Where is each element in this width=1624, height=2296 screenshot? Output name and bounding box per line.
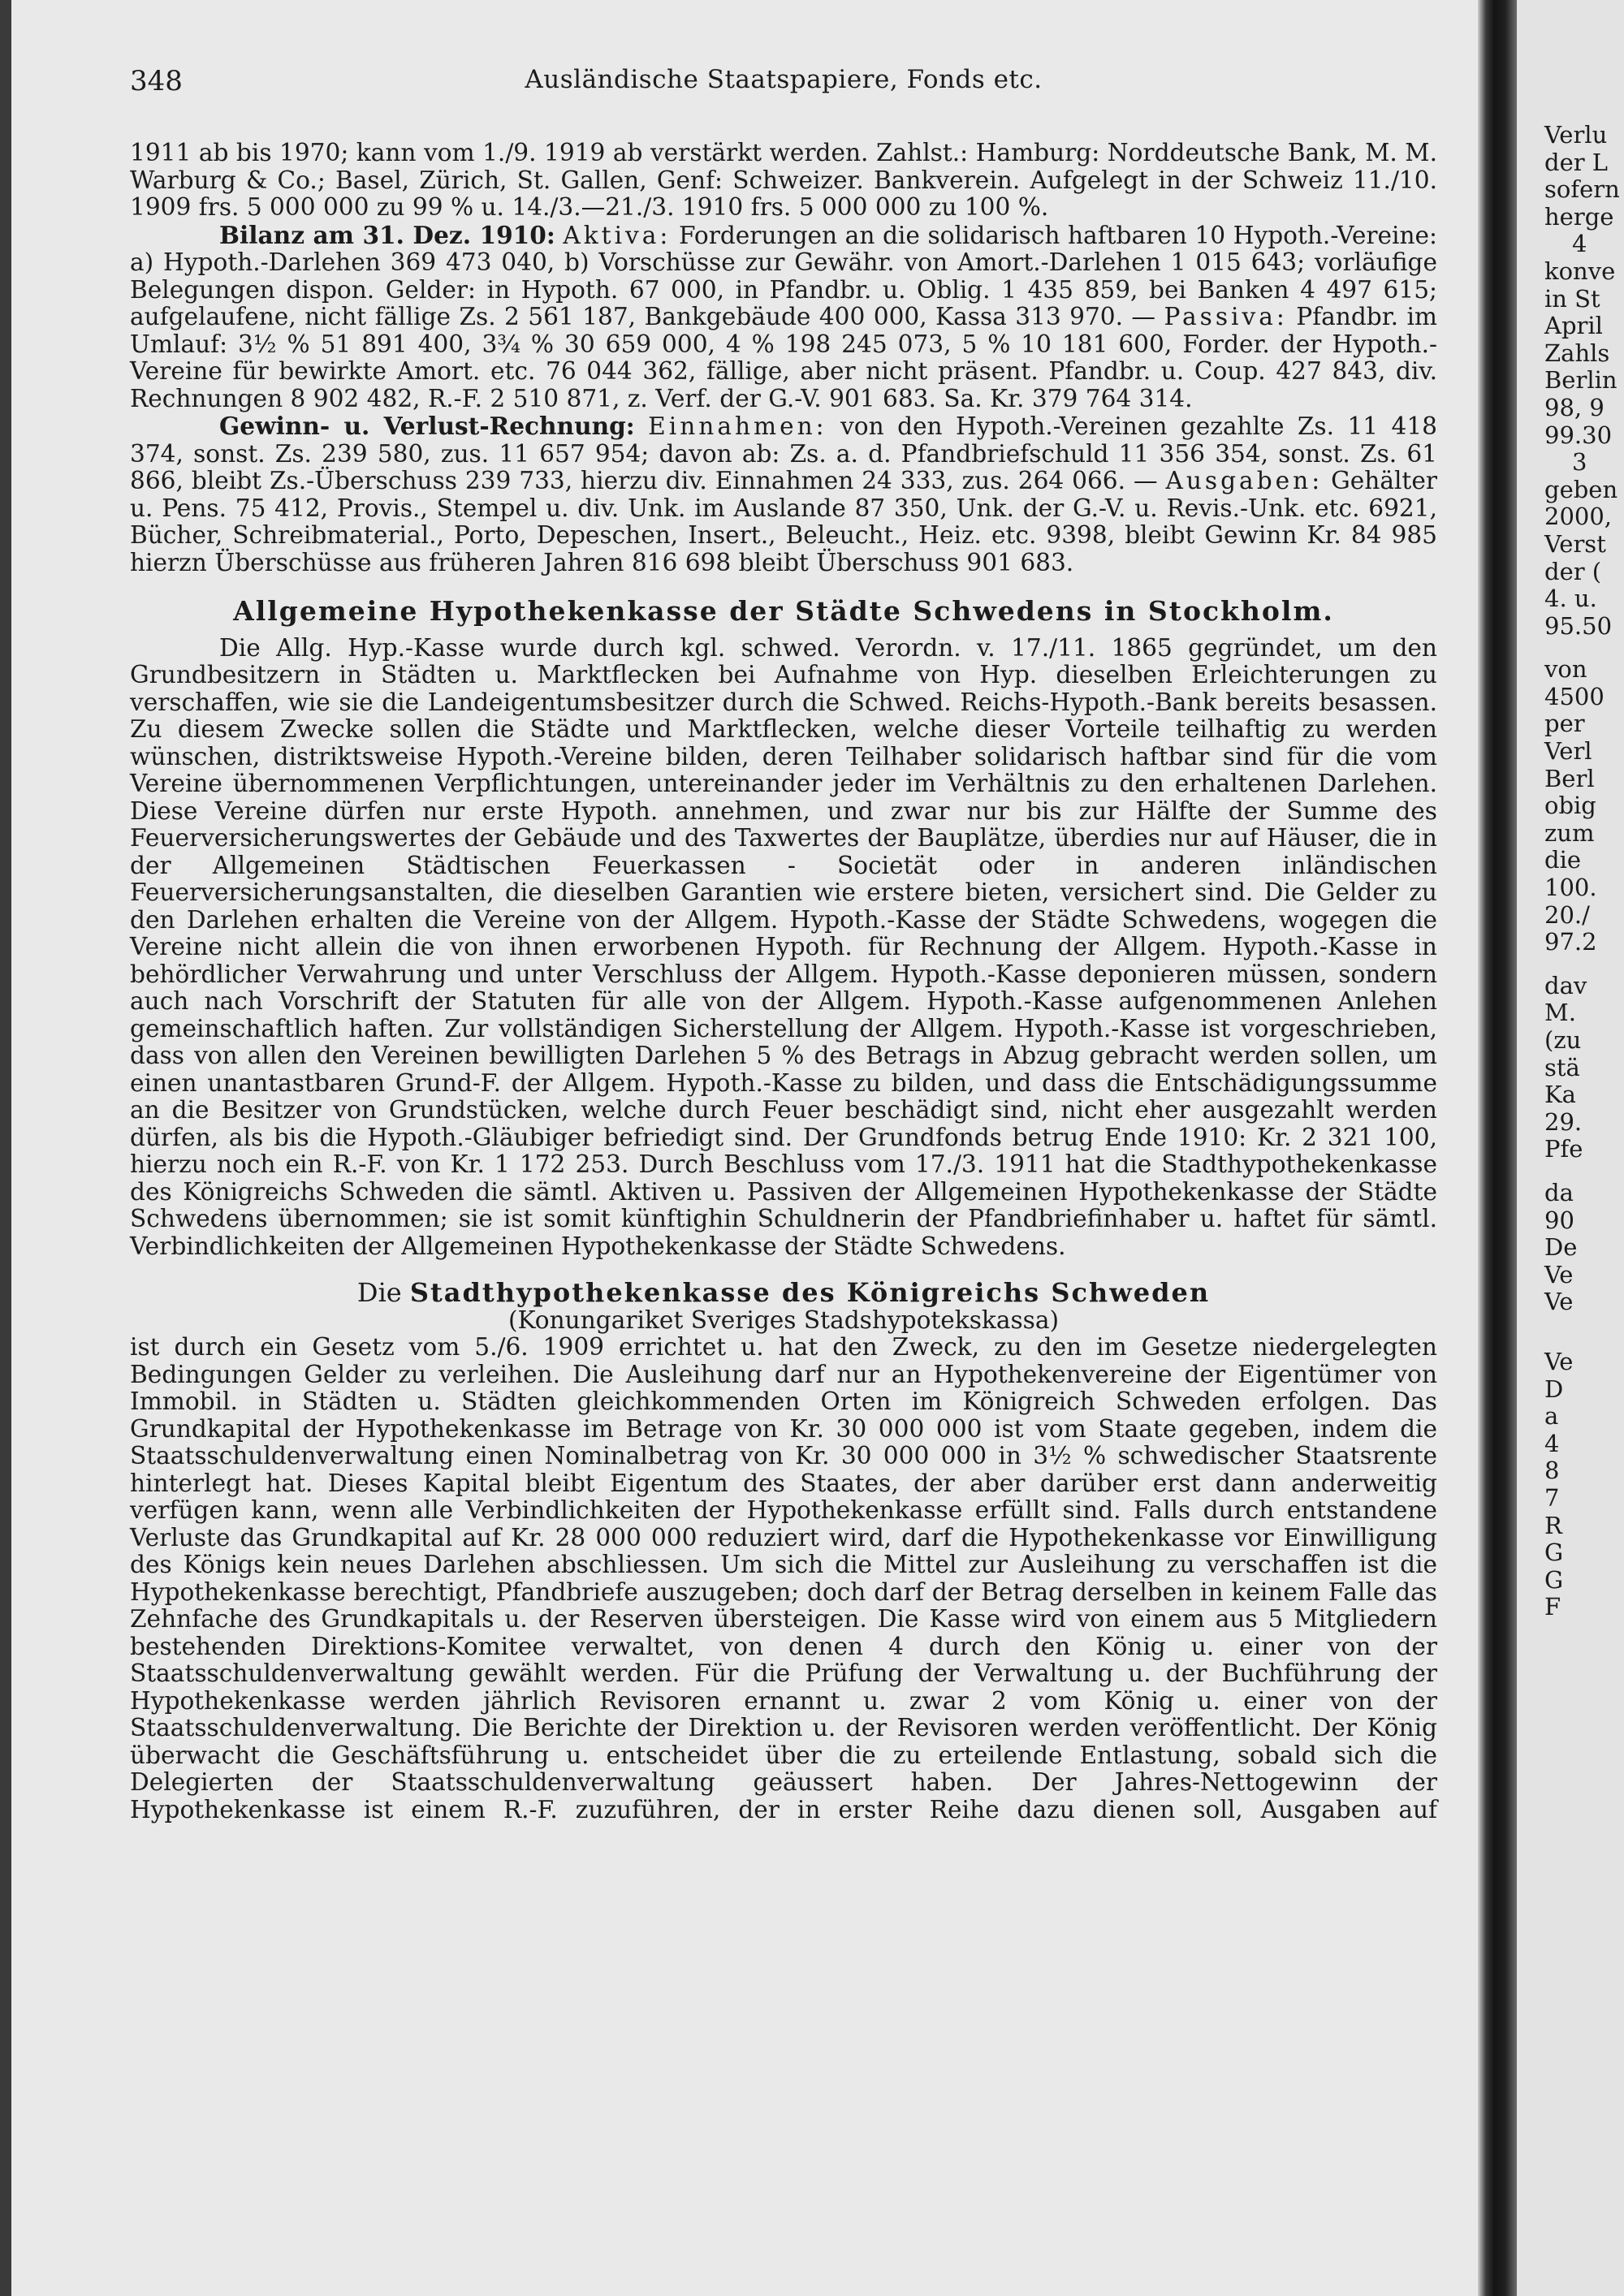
fragment-line: Verst [1544,529,1606,558]
fragment-line: sofern [1544,175,1620,204]
scan-left-edge [0,0,11,2296]
fragment-line: geben [1544,475,1618,503]
fragment-line: von [1544,655,1587,684]
fragment-line: 29. [1544,1107,1583,1136]
passiva-label: Passiva: [1164,303,1288,330]
page [11,0,1478,2296]
fragment-line: Pfe [1544,1135,1583,1163]
fragment-line: in St [1544,284,1600,313]
fragment-line: F [1544,1593,1561,1621]
fragment-line: 4500 [1544,682,1605,710]
bilanz-aktiva-text: Forderungen an die solidarisch haftbaren 10 Hypoth.-Vereine: a) Hypoth.-Darlehen 369 473 040, b) Vorschüsse zur Gewähr. von Amort.-Darlehen 1 015 643; vorläufige Belegungen dispon. Gelder: in Hypoth. 67 000, in Pfandbr. u. Oblig. 1 435 859, bei Banken 4 497 615; aufgelaufene, nicht fällige Zs. 2 561 187, Bankgebäude 400 000, Kassa 313 970. — [130,221,1437,330]
fragment-line: stä [1544,1053,1580,1081]
gewinn-label: Gewinn- u. Verlust-Rechnung: [219,412,635,440]
fragment-line: 4 [1572,230,1587,258]
aktiva-label: Aktiva: [563,221,672,249]
fragment-line: herge [1544,202,1614,231]
fragment-line: M. [1544,999,1576,1027]
fragment-line: 95.50 [1544,611,1613,640]
fragment-line: 4 [1544,1429,1560,1457]
fragment-line: Zahls [1544,339,1610,367]
fragment-line: die [1544,846,1582,874]
fragment-line: (zu [1544,1026,1582,1054]
fragment-line: 97.2 [1544,928,1597,956]
fragment-line: 98, 9 [1544,393,1605,421]
bilanz-paragraph [130,222,1437,413]
section3-text: ist durch ein Gesetz vom 5./6. 1909 errichtet u. hat den Zweck, zu den im Gesetze niedergelegten Bedingungen Gelder zu verleihen. Die Ausleihung darf nur an Hypothekenvereine der Eigentümer von Immobil. in Städten u. Städten gleichkommenden Orten im Königreich Schweden erfolgen. Das Grundkapital der Hypothekenkasse im Betrage von Kr. 30 000 000 ist vom Staate gegeben, indem die Staatsschuldenverwaltung einen Nominalbetrag von Kr. 30 000 000 in 3½ % schwedischer Staatsrente hinterlegt hat. Dieses Kapital bleibt Eigentum des Staates, der aber darüber erst dann anderweitig verfügen kann, wenn alle Verbindlichkeiten der Hypothekenkasse erfüllt sind. Falls durch entstandene Verluste das Grundkapital auf Kr. 28 000 000 reduziert wird, darf die Hypothekenkasse vor Einwilligung des Königs kein neues Darlehen abschliessen. Um sich die Mittel zur Ausleihung zu verschaffen ist die Hypothekenkasse berechtigt, Pfandbriefe auszugeben; doch darf der Betrag derselben in keinem Falle das Zehnfache des Grundkapitals u. der Reserven übersteigen. Die Kasse wird von einem aus 5 Mitgliedern bestehenden Direktions-Komitee verwaltet, von denen 4 durch den König u. einer von der Staatsschuldenverwaltung gewählt werden. Für die Prüfung der Verwaltung u. der Buchführung der Hypothekenkasse werden jährlich Revisoren ernannt u. zwar 2 vom König u. einer von der Staatsschuldenverwaltung. Die Berichte der Direktion u. der Revisoren werden veröffentlicht. Der König überwacht die Geschäftsführung u. entscheidet über die zu erteilende Entlastung, sobald sich die Delegierten der Staatsschuldenverwaltung geäussert haben. Der Jahres-Nettogewinn der Hypothekenkasse ist einem R.-F. zuzuführen, der in erster Reihe dazu dienen soll, Ausgaben auf [130,1333,1437,1823]
page-body [130,140,1437,1823]
einnahmen-label: Einnahmen: [648,412,827,440]
fragment-line: a [1544,1402,1559,1431]
gewinn-paragraph [130,412,1437,576]
gewinn-einnahmen-text: von den Hypoth.-Vereinen gezahlte Zs. 11 418 374, sonst. Zs. 239 580, zus. 11 657 954; davon ab: Zs. a. d. Pfandbriefschuld 11 356 354, sonst. Zs. 61 866, bleibt Zs.-Überschuss 239 733, hierzu div. Einnahmen 24 333, zus. 264 066. — [130,412,1437,494]
fragment-line: Ve [1544,1347,1574,1375]
fragment-line: zum [1544,818,1595,847]
book-gutter [1478,0,1517,2296]
fragment-line: 3 [1572,448,1587,477]
fragment-line: 90 [1544,1206,1574,1234]
fragment-line: Berl [1544,764,1595,792]
fragment-line: Berlin [1544,366,1618,395]
page-header [130,65,1437,106]
fragment-line: 4. u. [1544,585,1597,613]
fragment-line: D [1544,1375,1564,1403]
bilanz-passiva-text: Pfandbr. im Umlauf: 3½ % 51 891 400, 3¾ % 30 659 000, 4 % 198 245 073, 5 % 10 181 600, Forder. der Hypoth.-Vereine für bewirkte Amort. etc. 76 044 362, fällige, aber nicht präsent. Pfandbr. u. Coup. 427 843, div. Rechnungen 8 902 482, R.-F. 2 510 871, z. Verf. der G.-V. 901 683. Sa. Kr. 379 764 314. [130,303,1437,412]
section3-subheading: (Konungariket Sveriges Stadshypotekskassa) [508,1306,1060,1334]
fragment-line: der ( [1544,557,1602,585]
fragment-line: 100. [1544,874,1597,902]
adjacent-page-column [1544,122,1620,1621]
fragment-line: 2000, [1544,503,1613,531]
section1-intro: 1911 ab bis 1970; kann vom 1./9. 1919 ab verstärkt werden. Zahlst.: Hamburg: Norddeutsche Bank, M. M. Warburg & Co.; Basel, Zürich, St. Gallen, Genf: Schweizer. Bankverein. Aufgelegt in der Schweiz 11./10. 1909 frs. 5 000 000 zu 99 % u. 14./3.—21./3. 1910 frs. 5 000 000 zu 100 %. [130,139,1437,221]
fragment-line: per [1544,710,1585,738]
bilanz-label: Bilanz am 31. Dez. 1910: [219,220,555,249]
section2-text: Die Allg. Hyp.-Kasse wurde durch kgl. schwed. Verordn. v. 17./11. 1865 gegründet, um den Grundbesitzern in Städten u. Marktflecken bei Aufnahme von Hyp. dieselben Erleichterungen zu verschaffen, wie sie die Landeigentumsbesitzer durch die Schwed. Reichs-Hypoth.-Bank bereits besassen. Zu diesem Zwecke sollen die Städte und Marktflecken, welche dieser Vorteile teilhaftig zu werden wünschen, distriktsweise Hypoth.-Vereine bilden, deren Teilhaber solidarisch haftbar sind für die vom Vereine übernommenen Verpflichtungen, untereinander jeder im Verhältnis zu den erhaltenen Darlehen. Diese Vereine dürfen nur erste Hypoth. annehmen, und zwar nur bis zur Hälfte der Summe des Feuerversicherungswertes der Gebäude und des Taxwertes der Bauplätze, überdies nur auf Häuser, die in der Allgemeinen Städtischen Feuerkassen - Societät oder in anderen inländischen Feuerversicherungsanstalten, die dieselben Garantien wie erstere bieten, versichert sind. Die Gelder zu den Darlehen erhalten die Vereine von der Allgem. Hypoth.-Kasse der Städte Schwedens, wogegen die Vereine nicht allein die von ihnen erworbenen Hypoth. für Rechnung der Allgem. Hypoth.-Kasse in behördlicher Verwahrung und unter Verschluss der Allgem. Hypoth.-Kasse deponieren müssen, sondern auch nach Vorschrift der Statuten für alle von der Allgem. Hypoth.-Kasse aufgenommenen Anlehen gemeinschaftlich haften. Zur vollständigen Sicherstellung der Allgem. Hypoth.-Kasse ist vorgeschrieben, dass von allen den Vereinen bewilligten Darlehen 5 % des Betrags in Abzug gebracht werden sollen, um einen unantastbaren Grund-F. der Allgem. Hypoth.-Kasse zu bilden, und dass die Entschädigungssumme an die Besitzer von Grundstücken, welche durch Feuer beschädigt sind, nicht eher ausgezahlt werden dürfen, als bis die Hypoth.-Gläubiger befriedigt sind. Der Grundfonds betrug Ende 1910: Kr. 2 321 100, hierzu noch ein R.-F. von Kr. 1 172 253. Durch Beschluss vom 17./3. 1911 hat die Stadthypothekenkasse des Königreichs Schweden die sämtl. Aktiven u. Passiven der Allgemeinen Hypothekenkasse der Städte Schwedens übernommen; sie ist somit künftighin Schuldnerin der Pfandbriefinhaber u. haftet für sämtl. Verbindlichkeiten der Allgemeinen Hypothekenkasse der Städte Schwedens. [130,633,1437,1260]
section2-heading: Allgemeine Hypothekenkasse der Städte Schwedens in Stockholm. [233,595,1334,627]
fragment-line: da [1544,1178,1574,1206]
fragment-line: 7 [1544,1483,1560,1512]
fragment-line: Ka [1544,1081,1576,1109]
gewinn-ausgaben-text: Gehälter u. Pens. 75 412, Provis., Stempel u. div. Unk. im Auslande 87 350, Unk. der G.-V. u. Revis.-Unk. etc. 6921, Bücher, Schreibmaterial., Porto, Depeschen, Insert., Beleucht., Heiz. etc. 9398, bleibt Gewinn Kr. 84 985 hierzn Überschüsse aus früheren Jahren 816 698 bleibt Überschuss 901 683. [130,467,1437,576]
ausgaben-label: Ausgaben: [1165,467,1324,494]
fragment-line: Ve [1544,1260,1574,1288]
fragment-line: De [1544,1233,1578,1262]
fragment-line: Verlu [1544,121,1608,149]
fragment-line: G [1544,1539,1564,1567]
section3-heading-title: Stadthypothekenkasse des Königreichs Schweden [409,1277,1211,1308]
fragment-line: Ve [1544,1288,1574,1316]
adjacent-page [1517,0,1624,2296]
fragment-line: der L [1544,148,1609,176]
fragment-line: G [1544,1565,1564,1594]
running-head: Ausländische Staatspapiere, Fonds etc. [525,65,1043,94]
fragment-line: obig [1544,792,1596,820]
section3-heading [130,1277,1437,1308]
page-number: 348 [130,65,183,97]
fragment-line: Verl [1544,737,1592,766]
fragment-line: 99.30 [1544,421,1613,449]
fragment-line: dav [1544,971,1587,999]
fragment-line: April [1544,312,1603,340]
section3-heading-prefix: Die [356,1277,402,1308]
fragment-line: R [1544,1511,1562,1539]
fragment-line: 8 [1544,1457,1560,1485]
fragment-line: konve [1544,257,1616,285]
fragment-line: 20./ [1544,900,1590,929]
